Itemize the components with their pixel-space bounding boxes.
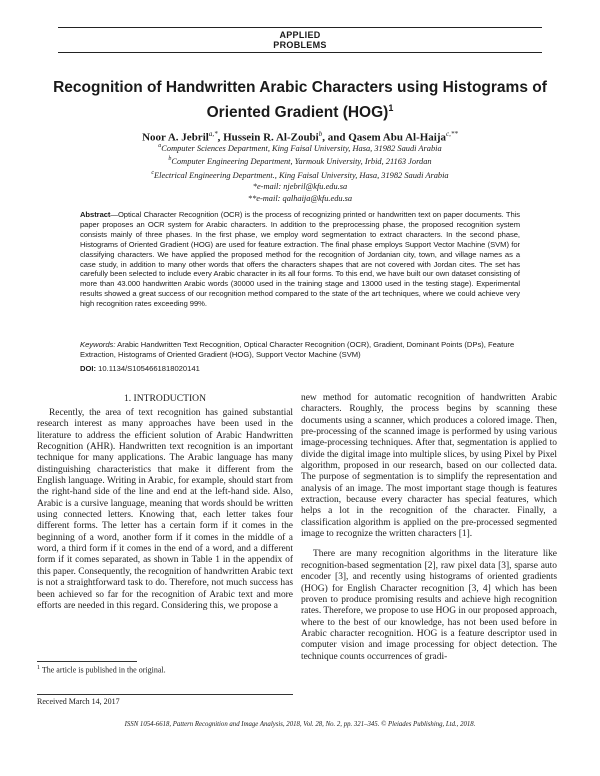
author-separator: , and bbox=[322, 131, 349, 144]
header-bottom-rule bbox=[58, 52, 542, 53]
author-name: Hussein R. Al-Zoubi bbox=[223, 131, 319, 144]
affiliation-mark: a bbox=[158, 143, 162, 149]
footnote-text: The article is published in the original. bbox=[40, 665, 166, 675]
left-column bbox=[37, 393, 293, 673]
author-name: Noor A. Jebril bbox=[142, 131, 209, 144]
header-top-rule bbox=[58, 27, 542, 28]
doi-value: 10.1134/S1054661818020141 bbox=[98, 364, 200, 373]
footnote bbox=[37, 663, 293, 676]
body-paragraph: Recently, the area of text recognition has gained substantial research interest as many approaches have been used in the literature to address the efficient solution of Arabic Handwritten Recognition (AHR). Handwritten text recognition is an important technique for many applications. The Arabic language has many distinguishing characteristics that make it different from the English language. Writing in Arabic, for example, should start from the right-hand side of the line and end at the left-hand side. Also, Arabic is a cursive language, meaning that words should be written using connected letters. Knowing that, each letter takes four different forms. The letter has a certain form if it comes in the beginning of a word, another form if it comes in the middle of a word, a third form if it comes in the end of a word, and a different form if it comes separated, as shown in Table 1 in the appendix of this paper. Consequently, the recognition of handwritten Arabic text is not a straightforward task to do. Therefore, not much success has been achieved so far for the recognition of Arabic text and more efforts are needed in this regard. Considering this, we propose a bbox=[37, 408, 293, 611]
section-heading-introduction: 1. INTRODUCTION bbox=[123, 393, 207, 404]
paper-title-text: Recognition of Handwritten Arabic Characters using Histograms of Oriented Gradient (HOG) bbox=[53, 79, 547, 122]
received-date: Received March 14, 2017 bbox=[37, 697, 120, 706]
section-tag-line2: PROBLEMS bbox=[273, 40, 327, 50]
affiliations bbox=[40, 141, 560, 204]
email-line: *e-mail: njebril@kfu.edu.sa bbox=[252, 182, 348, 192]
author-name: Qasem Abu Al-Haija bbox=[348, 131, 447, 144]
affiliation-text: Electrical Engineering Department., King Faisal University, Hasa, 31982 Saudi Arabia bbox=[154, 170, 449, 180]
affiliation-line bbox=[40, 168, 560, 181]
author-affil-mark: b bbox=[318, 130, 323, 138]
affiliation-mark: b bbox=[168, 156, 172, 163]
keywords-label: Keywords: bbox=[80, 340, 116, 349]
footnote-rule bbox=[37, 661, 137, 662]
email-line: **e-mail: qalhaija@kfu.edu.sa bbox=[247, 193, 353, 203]
affiliation-text: Computer Engineering Department, Yarmouk University, Irbid, 21163 Jordan bbox=[171, 157, 432, 167]
author-affil-mark: c,** bbox=[446, 130, 458, 138]
section-tag bbox=[0, 30, 600, 50]
journal-footer bbox=[0, 720, 600, 729]
doi-label: DOI: bbox=[80, 364, 97, 373]
received-rule bbox=[37, 694, 293, 695]
body-paragraph: new method for automatic recognition of handwritten Arabic characters. Roughly, the process begins by scanning these documents using a scanner, which produces a colored image. Then, pre-processing of the scanned image is performed by using various image-processing techniques. After that, segmentation is applied to divide the digital image into multiple slices, by using Pixel by Pixel algorithm, proposed in our research, based on our collected data. The purpose of segmentation is to simplify the representation and analysis of an image. The most important stage though is features extraction, because every character has special features, which helps a lot in the recognition of the character. Finally, a classification algorithm is applied on the pre-processed segmented image to recognize the written characters [1]. bbox=[301, 393, 557, 540]
section-tag-line1: APPLIED bbox=[279, 30, 321, 40]
footnote-mark: 1 bbox=[37, 665, 40, 671]
abstract-label: Abstract bbox=[80, 210, 111, 219]
author-affil-mark: a,* bbox=[208, 130, 218, 138]
right-column bbox=[301, 393, 557, 733]
keywords-text: Arabic Handwritten Text Recognition, Optical Character Recognition (OCR), Gradient, Dominant Points (DPs), Feature Extraction, Histograms of Oriented Gradient (HOG), Support Vector Machine (SVM) bbox=[80, 340, 515, 359]
abstract bbox=[80, 210, 520, 309]
paper-title bbox=[50, 78, 550, 123]
abstract-text: —Optical Character Recognition (OCR) is the process of recognizing printed or handwritten text on paper documents. This paper proposes an OCR system for Arabic characters. In addition to the preprocessing phase, the proposed recognition system consists mainly of three phases. In the first phase, we employ word segmentation to extract characters. In the second phase, Histograms of Oriented Gradient (HOG) are used for feature extraction. The final phase employs Support Vector Machine (SVM) for classifying characters. We have applied the proposed method for the recognition of Jordanian city, town, and village names as a case study, in addition to many other words that offers the characters shapes that are not covered with Jordan cites. The set has carefully been selected to include every Arabic character in its all four forms. To this end, we have built our own dataset consisting of more than 43.000 handwritten Arabic words (30000 used in the training stage and 13000 used in the testing stage). Experimental results showed a great success of our recognition method compared to the state of the art techniques, where we could achieve very high recognition rates exceeding 99%. bbox=[80, 210, 520, 309]
keywords bbox=[80, 340, 520, 360]
title-footnote-mark: 1 bbox=[388, 103, 394, 113]
affiliation-text: Computer Sciences Department, King Faisal University, Hasa, 31982 Saudi Arabia bbox=[161, 143, 442, 153]
author-separator: , bbox=[217, 131, 224, 144]
affiliation-line bbox=[40, 141, 560, 154]
body-paragraph: There are many recognition algorithms in the literature like recognition-based segmentation [2], raw pixel data [3], sparse auto encoder [3], and recently using histograms of oriented gradients (HOG) for English Character recognition [3, 4] which has been proven to produce promising results and achieve high recognition rates. Therefore, we propose to use HOG in our proposed approach, where to the best of our knowledge, has not been used before in Arabic character recognition. HOG is a feature descriptor used in computer vision and image processing for object detection. The technique counts occurrences of gradi- bbox=[301, 549, 557, 662]
journal-footer-text: ISSN 1054-6618, Pattern Recognition and Image Analysis, 2018, Vol. 28, No. 2, pp. 321–345. © Pleiades Publishing, Ltd., 2018. bbox=[124, 721, 476, 728]
affiliation-mark: c bbox=[151, 169, 155, 176]
doi bbox=[80, 364, 520, 374]
affiliation-line bbox=[40, 154, 560, 167]
